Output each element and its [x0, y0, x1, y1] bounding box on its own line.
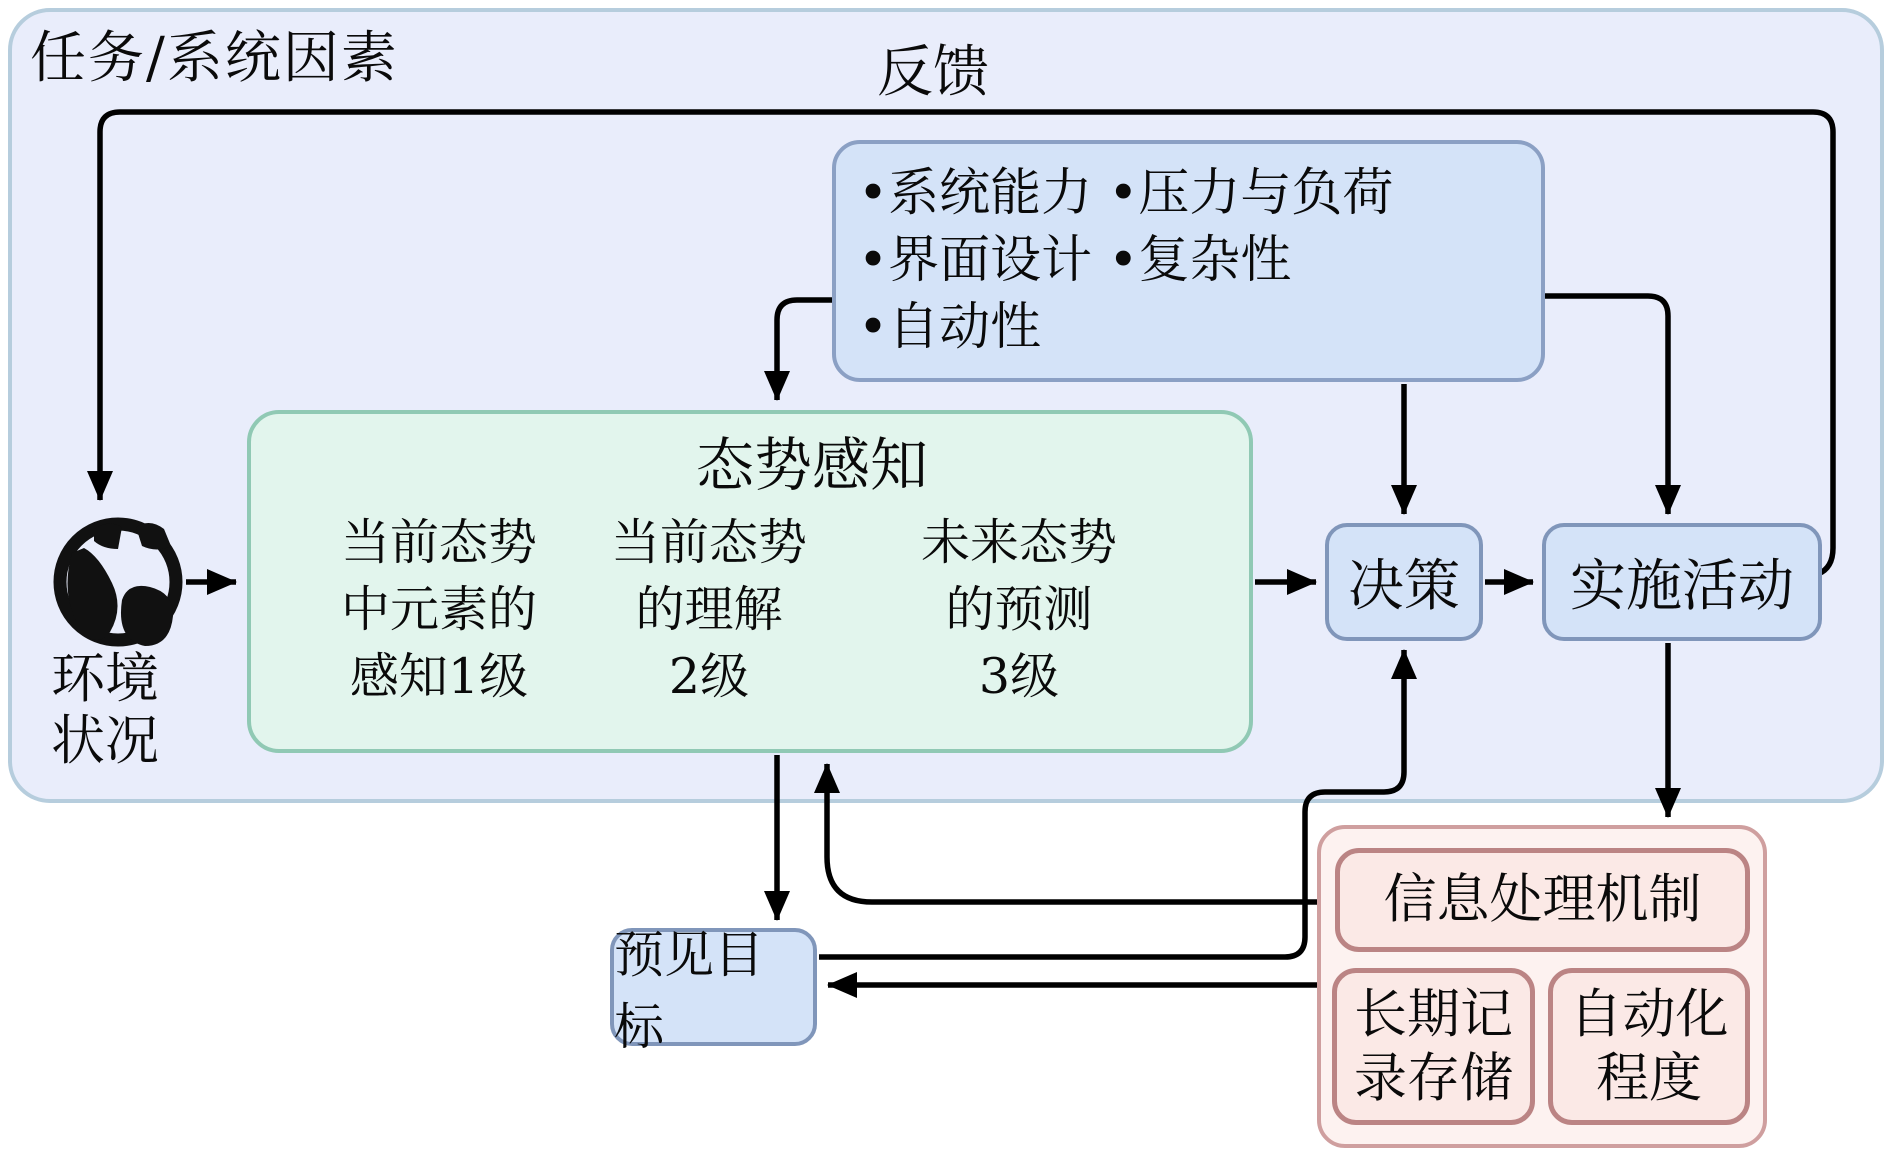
- sa-level2-text: 当前态势 的理解 2级: [610, 513, 807, 705]
- long-term-memory-box: 长期记 录存储: [1332, 968, 1535, 1125]
- action-box: 实施活动: [1542, 523, 1822, 641]
- feedback-label: 反馈: [877, 40, 989, 105]
- automaticity-box: 自动化 程度: [1548, 968, 1750, 1125]
- environment-label: 环境 状况: [51, 647, 159, 772]
- factors-box: [832, 140, 1545, 382]
- task-system-label: 任务/系统因素: [30, 26, 399, 91]
- factor-line-3: •自动性: [858, 298, 1042, 357]
- sa-level3-text: 未来态势 的预测 3级: [920, 513, 1117, 705]
- factor-line-2: •界面设计 •复杂性: [858, 231, 1292, 290]
- goals-box: 预见目标: [610, 928, 817, 1046]
- edge-factors-to-sa: [777, 300, 834, 400]
- sa-title: 态势感知: [695, 431, 928, 499]
- globe-icon: [60, 523, 176, 646]
- factor-line-1: •系统能力 •压力与负荷: [858, 164, 1394, 223]
- edge-factors-to-action: [1543, 296, 1668, 514]
- edge-mechanisms-to-sa: [827, 764, 1335, 902]
- sa-level1-text: 当前态势 中元素的 感知1级: [340, 513, 537, 705]
- decision-box: 决策: [1325, 523, 1483, 641]
- mechanisms-title-box: 信息处理机制: [1335, 848, 1750, 952]
